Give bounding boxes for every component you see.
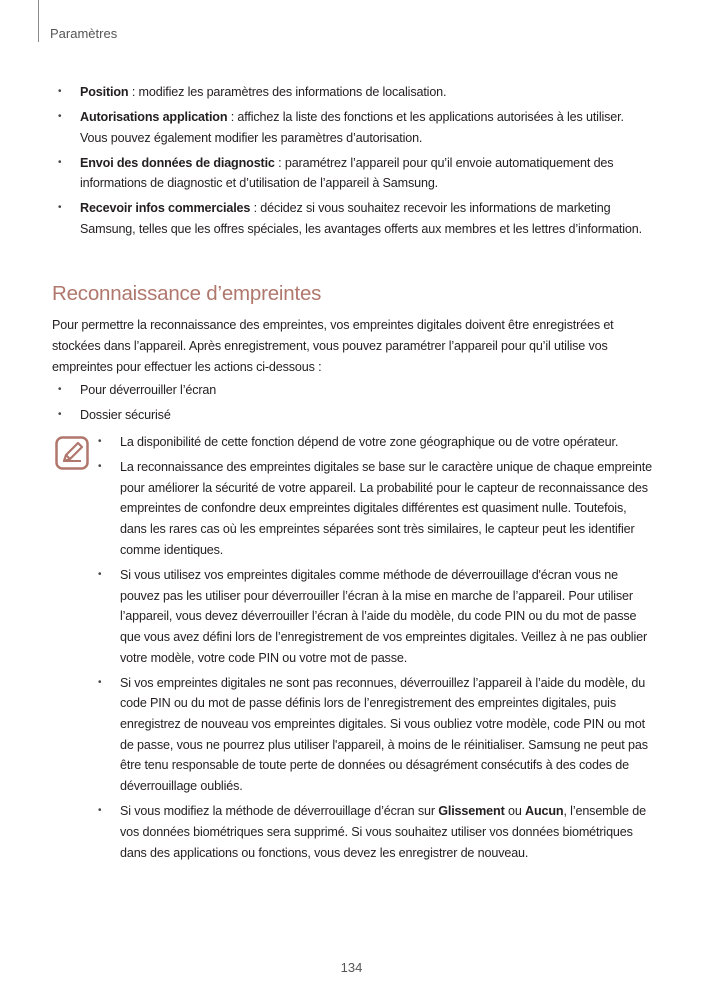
note-text: Si vous utilisez vos empreintes digitales comme méthode de déverrouillage d'écran vous ne pouvez pas les utiliser pour déverrouiller l’écran à la mise en marche de l’appareil. Pour utiliser l’appareil, vous devez déverrouiller l’écran à l’aide du modèle, du code PIN ou du mot de passe que vous avez défini lors de l’enregistrement de vos empreintes digitales. Veillez à ne pas oublier votre modèle, votre code PIN ou votre mot de passe.	[120, 567, 647, 665]
page-number: 134	[340, 960, 363, 975]
note-text: Si vous modifiez la méthode de déverrouillage d’écran sur	[120, 804, 439, 819]
option-description: : paramétrez l’appareil pour qu’il envoie automatiquement des informations de diagnostic et d’utilisation de l’appareil à Samsung.	[80, 155, 614, 191]
note-item	[92, 565, 652, 669]
note-item	[92, 457, 652, 561]
list-item	[52, 107, 652, 148]
list-item	[52, 380, 652, 401]
bullet-icon: •	[98, 568, 102, 580]
option-description: : affichez la liste des fonctions et les applications autorisées à les utiliser. Vous pouvez également modifier les paramètres d’autorisation.	[80, 110, 624, 145]
note-item	[92, 432, 652, 453]
option-aucun: Aucun	[525, 804, 564, 819]
header-divider	[38, 0, 39, 42]
page-header-title: Paramètres	[50, 26, 118, 41]
option-glissement: Glissement	[438, 804, 505, 819]
bullet-icon: •	[98, 676, 102, 688]
note-text: La reconnaissance des empreintes digitales se base sur le caractère unique de chaque empreinte pour améliorer la sécurité de votre appareil. La probabilité pour le capteur de reconnaissance des empreintes de confondre deux empreintes digitales différentes est quasiment nulle. Toutefois, dans les rares cas où les empreintes séparées sont très similaires, le capteur peut les identifier comme identiques.	[120, 460, 652, 557]
action-text: Dossier sécurisé	[80, 408, 171, 422]
option-description: : modifiez les paramètres des informations de localisation.	[128, 85, 447, 99]
bullet-icon: •	[98, 461, 102, 472]
option-description: : décidez si vous souhaitez recevoir les informations de marketing Samsung, telles que les offres spéciales, les avantages offerts aux membres et les lettres d’information.	[80, 201, 642, 237]
bullet-icon: •	[58, 202, 62, 214]
section-title: Reconnaissance d’empreintes	[52, 282, 322, 305]
action-text: Pour déverrouiller l’écran	[80, 383, 217, 397]
list-item	[52, 198, 652, 239]
notes-list	[92, 432, 652, 868]
bullet-icon: •	[58, 156, 62, 168]
list-item	[52, 153, 652, 194]
note-pencil-icon	[55, 436, 89, 470]
bullet-icon: •	[58, 384, 62, 395]
option-term: Position	[80, 85, 129, 99]
bullet-icon: •	[58, 86, 62, 97]
bullet-icon: •	[58, 409, 62, 420]
bullet-icon: •	[98, 805, 102, 817]
note-text: , l’ensemble de vos données biométriques sera supprimé. Si vous souhaitez utiliser vos données biométriques dans des applications ou fonctions, vous devez les enregistrer de nouveau.	[120, 804, 646, 860]
note-text: Si vos empreintes digitales ne sont pas reconnues, déverrouillez l’appareil à l’aide du modèle, du code PIN ou du mot de passe définis lors de l’enregistrement des empreintes digitales, puis enregistrez de nouveau vos empreintes digitales. Si vous oubliez votre modèle, code PIN ou mot de passe, vous ne pourrez plus utiliser l'appareil, à moins de le réinitialiser. Samsung ne peut pas être tenu responsable de toute perte de données ou désagrément consécutifs à des codes de déverrouillage oubliés.	[120, 675, 648, 794]
bullet-icon: •	[98, 436, 102, 447]
option-term: Autorisations application	[80, 110, 228, 124]
note-item	[92, 801, 652, 863]
note-text: ou	[504, 804, 526, 819]
option-term: Envoi des données de diagnostic	[80, 155, 275, 170]
list-item	[52, 405, 652, 426]
list-item	[52, 82, 652, 103]
bullet-icon: •	[58, 111, 62, 122]
note-text: La disponibilité de cette fonction dépend de votre zone géographique ou de votre opérateur.	[120, 435, 619, 449]
privacy-settings-list	[52, 82, 652, 244]
option-term: Recevoir infos commerciales	[80, 201, 251, 216]
section-intro: Pour permettre la reconnaissance des empreintes, vos empreintes digitales doivent être enregistrées et stockées dans l’appareil. Après enregistrement, vous pouvez paramétrer l’appareil pour qu’il utilise vos empreintes pour effectuer les actions ci-dessous :	[52, 318, 614, 374]
note-item	[92, 673, 652, 797]
fingerprint-actions-list	[52, 380, 652, 430]
